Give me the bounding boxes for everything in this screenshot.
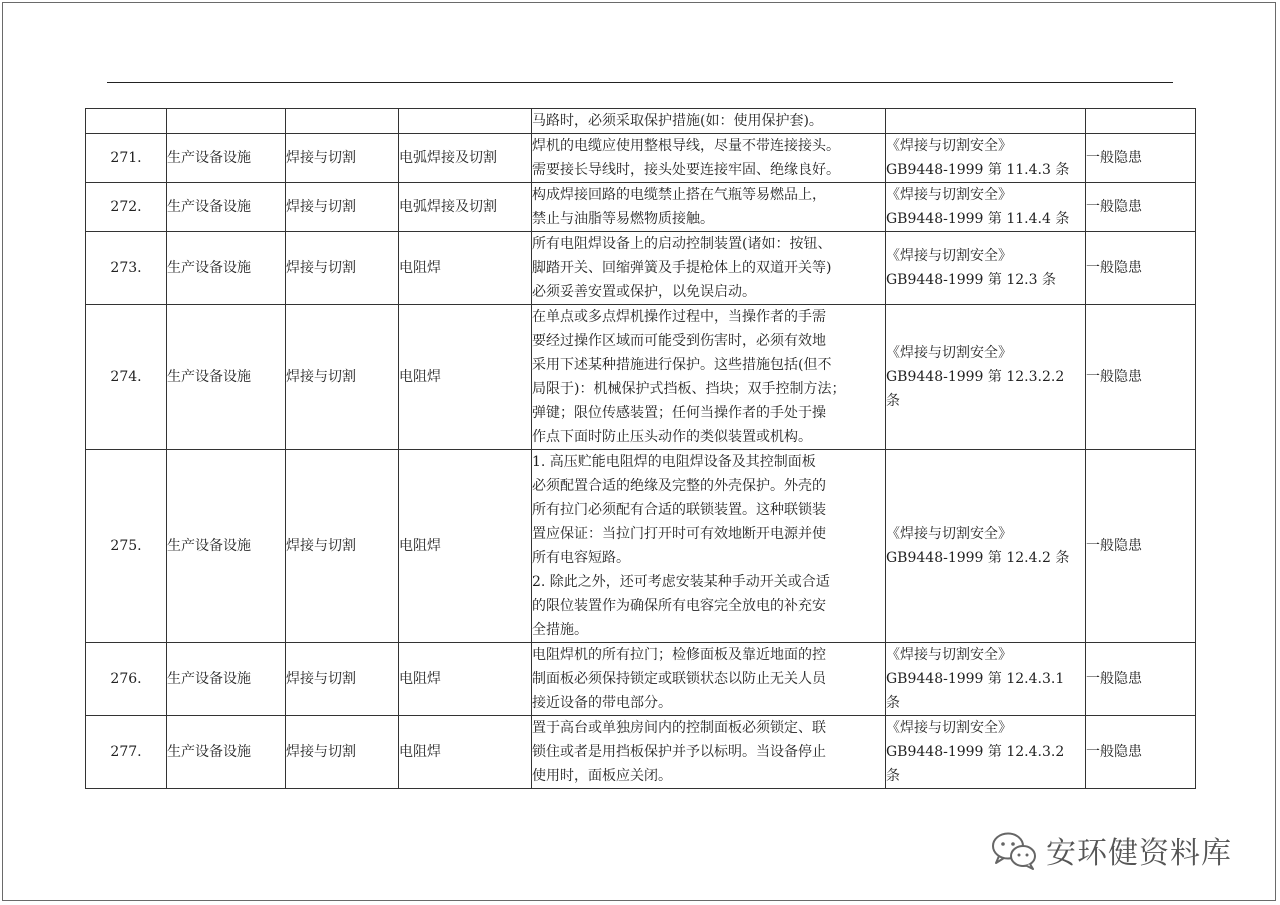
basis-line: 《焊接与切割安全》	[886, 138, 1012, 154]
category-cell: 生产设备设施	[167, 450, 286, 643]
requirement-line: 焊机的电缆应使用整根导线，尽量不带连接接头。	[532, 138, 840, 154]
category-cell: 生产设备设施	[167, 183, 286, 232]
requirement-cell	[532, 450, 886, 643]
item-cell: 电阻焊	[399, 232, 532, 305]
row-number: 271.	[86, 134, 167, 183]
requirement-cell	[532, 134, 886, 183]
table-body	[86, 109, 1196, 789]
subcategory-cell: 焊接与切割	[286, 305, 399, 450]
requirement-line: 需要接长导线时，接头处要连接牢固、绝缘良好。	[532, 162, 840, 178]
category-cell	[167, 109, 286, 134]
hazard-level-cell	[1086, 109, 1196, 134]
row-number: 277.	[86, 716, 167, 789]
requirement-line: 置应保证：当拉门打开时可有效地断开电源并使	[532, 526, 826, 542]
requirement-line: 弹键；限位传感装置；任何当操作者的手处于操	[532, 405, 826, 421]
category-cell: 生产设备设施	[167, 643, 286, 716]
table-row	[86, 109, 1196, 134]
basis-line: GB9448-1999 第 12.4.3.1	[886, 671, 1065, 687]
requirement-line: 作点下面时防止压头动作的类似装置或机构。	[532, 429, 812, 445]
table-row	[86, 450, 1196, 643]
basis-cell	[886, 183, 1086, 232]
requirement-line: 脚踏开关、回缩弹簧及手提枪体上的双道开关等)	[532, 260, 832, 276]
requirement-line: 2. 除此之外，还可考虑安装某种手动开关或合适	[532, 574, 830, 590]
hazard-level-cell: 一般隐患	[1086, 643, 1196, 716]
basis-line: 《焊接与切割安全》	[886, 345, 1012, 361]
item-cell	[399, 109, 532, 134]
basis-line: GB9448-1999 第 12.3.2.2	[886, 369, 1065, 385]
item-cell: 电弧焊接及切割	[399, 183, 532, 232]
basis-line: GB9448-1999 第 11.4.4 条	[886, 211, 1070, 227]
requirement-line: 在单点或多点焊机操作过程中，当操作者的手需	[532, 309, 826, 325]
category-cell: 生产设备设施	[167, 232, 286, 305]
requirement-line: 所有拉门必须配有合适的联锁装置。这种联锁装	[532, 502, 826, 518]
row-number: 275.	[86, 450, 167, 643]
requirement-line: 局限于)：机械保护式挡板、挡块；双手控制方法；	[532, 381, 846, 397]
basis-cell	[886, 134, 1086, 183]
basis-line: 《焊接与切割安全》	[886, 248, 1012, 264]
category-cell: 生产设备设施	[167, 716, 286, 789]
row-number	[86, 109, 167, 134]
requirement-line: 禁止与油脂等易燃物质接触。	[532, 211, 714, 227]
basis-line: GB9448-1999 第 12.4.3.2	[886, 744, 1065, 760]
requirement-line: 电阻焊机的所有拉门；检修面板及靠近地面的控	[532, 647, 826, 663]
requirement-cell	[532, 183, 886, 232]
watermark	[990, 826, 1232, 874]
table-row	[86, 643, 1196, 716]
subcategory-cell: 焊接与切割	[286, 134, 399, 183]
subcategory-cell	[286, 109, 399, 134]
basis-cell	[886, 232, 1086, 305]
basis-line: 条	[886, 695, 900, 711]
item-cell: 电阻焊	[399, 643, 532, 716]
requirement-line: 全措施。	[532, 622, 588, 638]
item-cell: 电阻焊	[399, 716, 532, 789]
category-cell: 生产设备设施	[167, 305, 286, 450]
basis-line: GB9448-1999 第 11.4.3 条	[886, 162, 1070, 178]
requirement-cell	[532, 305, 886, 450]
subcategory-cell: 焊接与切割	[286, 183, 399, 232]
requirement-line: 必须妥善安置或保护，以免误启动。	[532, 284, 756, 300]
requirement-line: 构成焊接回路的电缆禁止搭在气瓶等易燃品上，	[532, 187, 826, 203]
requirement-line: 要经过操作区域而可能受到伤害时，必须有效地	[532, 333, 826, 349]
wechat-icon	[990, 830, 1038, 870]
item-cell: 电弧焊接及切割	[399, 134, 532, 183]
table-row	[86, 134, 1196, 183]
row-number: 274.	[86, 305, 167, 450]
subcategory-cell: 焊接与切割	[286, 643, 399, 716]
basis-cell	[886, 643, 1086, 716]
basis-line: GB9448-1999 第 12.3 条	[886, 272, 1056, 288]
basis-cell	[886, 450, 1086, 643]
requirement-cell	[532, 109, 886, 134]
hazard-level-cell: 一般隐患	[1086, 183, 1196, 232]
requirement-line: 制面板必须保持锁定或联锁状态以防止无关人员	[532, 671, 826, 687]
requirement-line: 使用时，面板应关闭。	[532, 768, 672, 784]
hazard-table	[85, 108, 1196, 789]
requirement-cell	[532, 643, 886, 716]
requirement-line: 采用下述某种措施进行保护。这些措施包括(但不	[532, 357, 832, 373]
basis-line: 条	[886, 393, 900, 409]
requirement-line: 的限位装置作为确保所有电容完全放电的补充安	[532, 598, 826, 614]
basis-cell	[886, 716, 1086, 789]
hazard-level-cell: 一般隐患	[1086, 716, 1196, 789]
watermark-text: 安环健资料库	[1046, 836, 1232, 871]
item-cell: 电阻焊	[399, 305, 532, 450]
hazard-level-cell: 一般隐患	[1086, 450, 1196, 643]
row-number: 273.	[86, 232, 167, 305]
basis-line: 条	[886, 768, 900, 784]
subcategory-cell: 焊接与切割	[286, 716, 399, 789]
category-cell: 生产设备设施	[167, 134, 286, 183]
header-rule	[107, 82, 1173, 83]
basis-cell	[886, 305, 1086, 450]
requirement-line: 必须配置合适的绝缘及完整的外壳保护。外壳的	[532, 478, 826, 494]
requirement-line: 马路时，必须采取保护措施(如：使用保护套)。	[532, 113, 823, 129]
row-number: 276.	[86, 643, 167, 716]
item-cell: 电阻焊	[399, 450, 532, 643]
row-number: 272.	[86, 183, 167, 232]
hazard-level-cell: 一般隐患	[1086, 305, 1196, 450]
basis-line: 《焊接与切割安全》	[886, 720, 1012, 736]
hazard-level-cell: 一般隐患	[1086, 232, 1196, 305]
basis-cell	[886, 109, 1086, 134]
table-row	[86, 183, 1196, 232]
requirement-line: 置于高台或单独房间内的控制面板必须锁定、联	[532, 720, 826, 736]
requirement-line: 所有电阻焊设备上的启动控制装置(诸如：按钮、	[532, 236, 832, 252]
requirement-cell	[532, 716, 886, 789]
table-row	[86, 232, 1196, 305]
hazard-level-cell: 一般隐患	[1086, 134, 1196, 183]
basis-line: 《焊接与切割安全》	[886, 526, 1012, 542]
requirement-line: 锁住或者是用挡板保护并予以标明。当设备停止	[532, 744, 826, 760]
basis-line: 《焊接与切割安全》	[886, 187, 1012, 203]
requirement-cell	[532, 232, 886, 305]
table-row	[86, 305, 1196, 450]
requirement-line: 所有电容短路。	[532, 550, 630, 566]
table-row	[86, 716, 1196, 789]
basis-line: GB9448-1999 第 12.4.2 条	[886, 550, 1070, 566]
requirement-line: 1. 高压贮能电阻焊的电阻焊设备及其控制面板	[532, 454, 816, 470]
subcategory-cell: 焊接与切割	[286, 232, 399, 305]
basis-line: 《焊接与切割安全》	[886, 647, 1012, 663]
requirement-line: 接近设备的带电部分。	[532, 695, 672, 711]
subcategory-cell: 焊接与切割	[286, 450, 399, 643]
